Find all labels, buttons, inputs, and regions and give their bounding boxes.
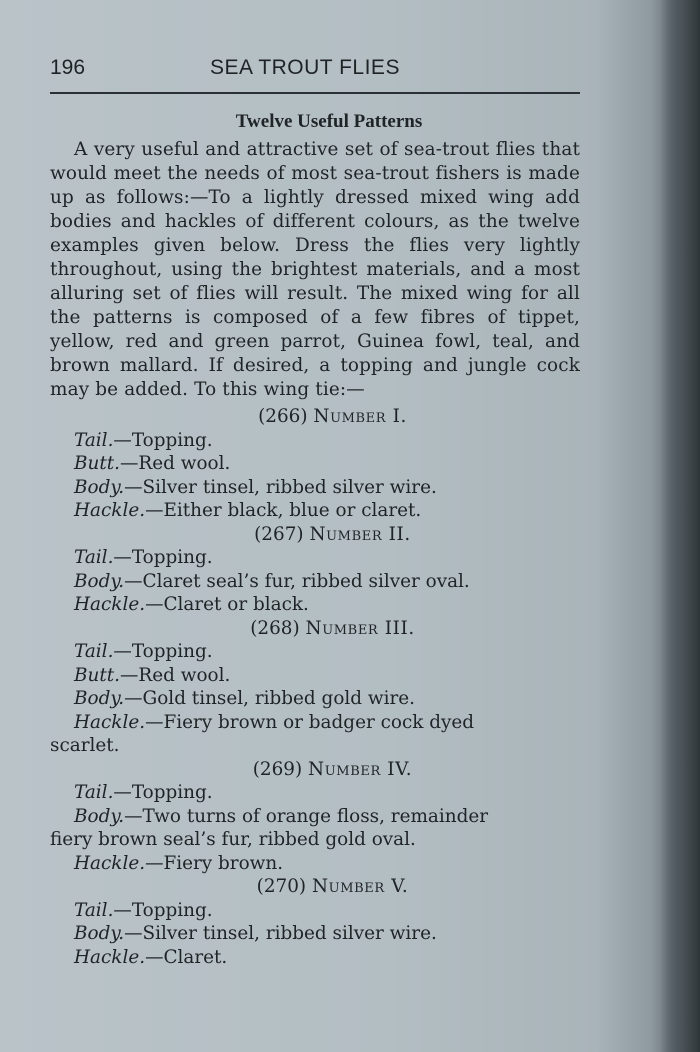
pattern-field xyxy=(50,429,580,453)
field-text: —Claret or black. xyxy=(145,594,309,615)
field-text: —Red wool. xyxy=(120,664,231,686)
pattern-number: Number I. xyxy=(313,406,407,427)
pattern-field xyxy=(50,593,580,617)
pattern-ref: (267) xyxy=(254,523,304,545)
field-label: Body. xyxy=(74,688,125,709)
field-label: Hackle. xyxy=(74,711,146,733)
field-text: —Gold tinsel, ribbed gold wire. xyxy=(124,688,416,709)
pattern-number: Number III. xyxy=(305,617,415,639)
pattern-block xyxy=(50,758,580,876)
field-label: Hackle. xyxy=(74,946,146,968)
pattern-number: Number II. xyxy=(309,523,411,545)
pattern-field xyxy=(50,922,580,946)
field-continuation: fiery brown seal’s fur, ribbed gold oval. xyxy=(50,829,416,850)
pattern-number: Number IV. xyxy=(308,758,413,780)
pattern-ref: (268) xyxy=(250,617,300,639)
pattern-heading xyxy=(85,758,580,782)
pattern-heading xyxy=(85,405,580,429)
pattern-block xyxy=(50,523,580,617)
field-text: —Topping. xyxy=(113,641,213,662)
pattern-field xyxy=(50,805,580,829)
pattern-field xyxy=(50,664,580,688)
pattern-field xyxy=(50,687,580,711)
pattern-field xyxy=(50,781,580,805)
pattern-ref: (269) xyxy=(252,758,303,780)
field-text: —Either black, blue or claret. xyxy=(145,500,422,521)
field-label: Tail. xyxy=(74,429,114,451)
field-label: Body. xyxy=(74,570,125,592)
pattern-block xyxy=(50,875,580,969)
pattern-heading xyxy=(85,875,580,899)
pattern-field xyxy=(50,711,580,735)
pattern-field xyxy=(50,852,580,876)
running-head: SEA TROUT FLIES xyxy=(210,56,400,79)
pattern-ref: (266) xyxy=(258,406,308,427)
pattern-field xyxy=(50,640,580,664)
pattern-heading xyxy=(85,523,580,547)
section-title: Twelve Useful Patterns xyxy=(235,111,423,132)
field-label: Hackle. xyxy=(74,500,146,521)
pattern-field xyxy=(50,946,580,970)
intro-paragraph: A very useful and attractive set of sea-trout flies that would meet the needs of most sea-trout fishers is made up as follows:—To a lightly dressed mixed wing add bodies and hackles of different colours, as the twelve examples given below. Dress the flies very lightly throughout, using the brightest materials, and a most alluring set of flies will result. The mixed wing for all the patterns is composed of a few fibres of tippet, yellow, red and green parrot, Guinea fowl, teal, and brown mallard. If desired, a topping and jungle cock may be added. To this wing tie:— xyxy=(50,139,580,400)
page-header xyxy=(50,52,580,84)
field-continuation: scarlet. xyxy=(50,735,120,756)
pattern-field xyxy=(50,546,580,570)
field-text: —Two turns of orange floss, remainder xyxy=(124,805,489,827)
field-text: —Topping. xyxy=(113,899,213,921)
field-text: —Topping. xyxy=(113,782,213,803)
field-text: —Silver tinsel, ribbed silver wire. xyxy=(124,923,437,944)
field-text: —Topping. xyxy=(113,429,213,451)
pattern-field xyxy=(50,452,580,476)
page-body xyxy=(50,110,580,969)
field-label: Tail. xyxy=(74,641,114,662)
field-text: —Claret. xyxy=(145,946,228,968)
field-label: Tail. xyxy=(74,782,114,803)
pattern-field xyxy=(50,499,580,523)
field-text: —Fiery brown or badger cock dyed xyxy=(145,711,475,733)
field-text: —Red wool. xyxy=(120,453,231,474)
field-label: Body. xyxy=(74,805,125,827)
field-label: Hackle. xyxy=(74,594,146,615)
field-label: Tail. xyxy=(74,547,114,568)
field-label: Butt. xyxy=(74,664,120,686)
field-label: Butt. xyxy=(74,453,120,474)
pattern-block xyxy=(50,405,580,523)
pattern-field xyxy=(50,899,580,923)
field-label: Body. xyxy=(74,923,125,944)
field-text: —Claret seal’s fur, ribbed silver oval. xyxy=(124,570,470,592)
pattern-field xyxy=(50,476,580,500)
field-label: Tail. xyxy=(74,899,114,921)
field-text: —Fiery brown. xyxy=(145,852,284,874)
field-text: —Silver tinsel, ribbed silver wire. xyxy=(124,476,437,498)
pattern-heading xyxy=(85,617,580,641)
field-label: Body. xyxy=(74,476,125,498)
field-label: Hackle. xyxy=(74,852,146,874)
book-gutter-shadow xyxy=(660,0,700,1052)
pattern-ref: (270) xyxy=(256,876,307,897)
pattern-field xyxy=(50,570,580,594)
page-number: 196 xyxy=(50,56,86,79)
header-rule xyxy=(50,92,580,94)
field-text: —Topping. xyxy=(113,547,213,568)
pattern-block xyxy=(50,617,580,758)
pattern-number: Number V. xyxy=(311,876,409,897)
